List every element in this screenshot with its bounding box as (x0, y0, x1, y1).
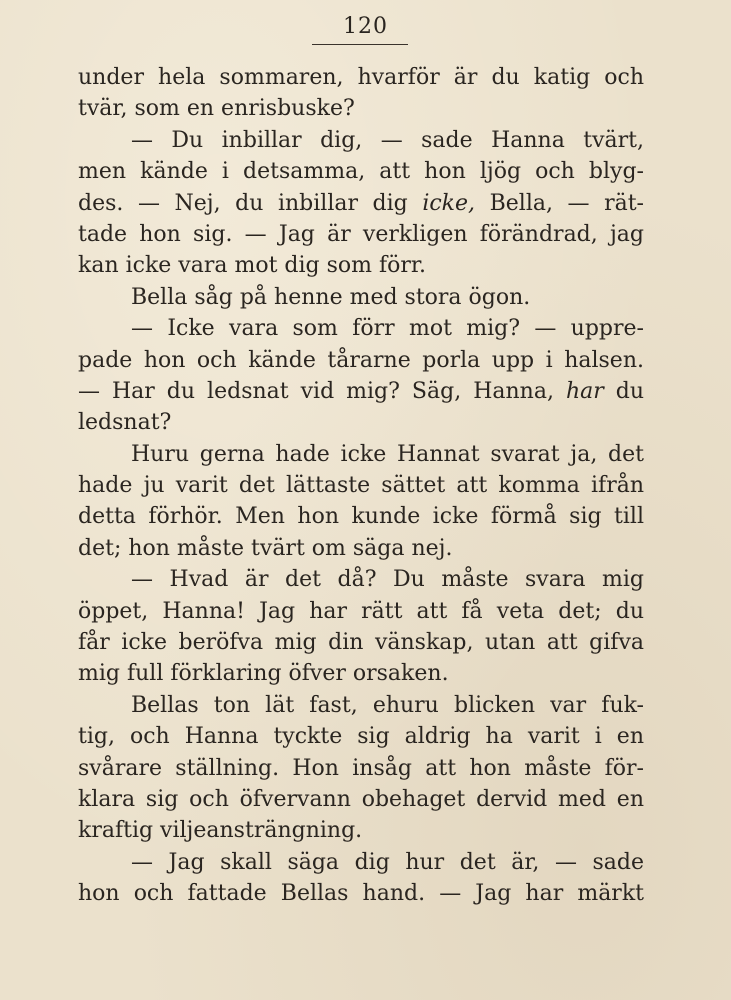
emphasis: icke, (422, 190, 476, 216)
text-line: tig, och Hanna tyckte sig aldrig ha varit i en (78, 724, 644, 750)
body-text (78, 62, 644, 910)
text-line: kraftig viljeansträngning. (78, 818, 363, 844)
text-line: öppet, Hanna! Jag har rätt att få veta det; du (78, 598, 644, 624)
text-line: det; hon måste tvärt om säga nej. (78, 535, 453, 561)
text-line: Bella såg på henne med stora ögon. (131, 284, 531, 310)
text-line: — Hvad är det då? Du måste svara mig (131, 567, 644, 593)
text-line: klara sig och öfvervann obehaget dervid med en (78, 786, 644, 812)
text-line: pade hon och kände tårarne porla upp i halsen. (78, 347, 644, 373)
text-line: tvär, som en enrisbuske? (78, 96, 355, 122)
text-line: mig full förklaring öfver orsaken. (78, 661, 449, 687)
text-line: des. — Nej, du inbillar dig icke, Bella, — rät- (78, 190, 644, 216)
text-line: — Jag skall säga dig hur det är, — sade (131, 849, 644, 875)
text-line: tade hon sig. — Jag är verkligen förändrad, jag (78, 221, 644, 247)
text-line: hade ju varit det lättaste sättet att komma ifrån (78, 473, 644, 499)
text-line: under hela sommaren, hvarför är du katig och (78, 65, 644, 90)
emphasis: har (565, 378, 604, 404)
text-line: detta förhör. Men hon kunde icke förmå sig till (78, 504, 644, 530)
text-line: får icke beröfva mig din vänskap, utan att gifva (78, 630, 644, 656)
page-number: 120 (343, 14, 388, 39)
text-line: svårare ställning. Hon insåg att hon måste för- (78, 755, 644, 781)
text-line: — Du inbillar dig, — sade Hanna tvärt, (131, 127, 644, 153)
text-line: ledsnat? (78, 410, 172, 436)
text-line: men kände i detsamma, att hon ljög och blyg- (78, 159, 644, 185)
text-line: Huru gerna hade icke Hannat svarat ja, det (131, 441, 644, 467)
header-rule (312, 44, 408, 45)
text-line: Bellas ton lät fast, ehuru blicken var fuk- (131, 692, 644, 718)
text-line: — Har du ledsnat vid mig? Säg, Hanna, har du (78, 378, 644, 404)
text-line: — Icke vara som förr mot mig? — uppre- (131, 316, 644, 342)
text-line: hon och fattade Bellas hand. — Jag har märkt (78, 881, 644, 907)
text-line: kan icke vara mot dig som förr. (78, 253, 427, 279)
